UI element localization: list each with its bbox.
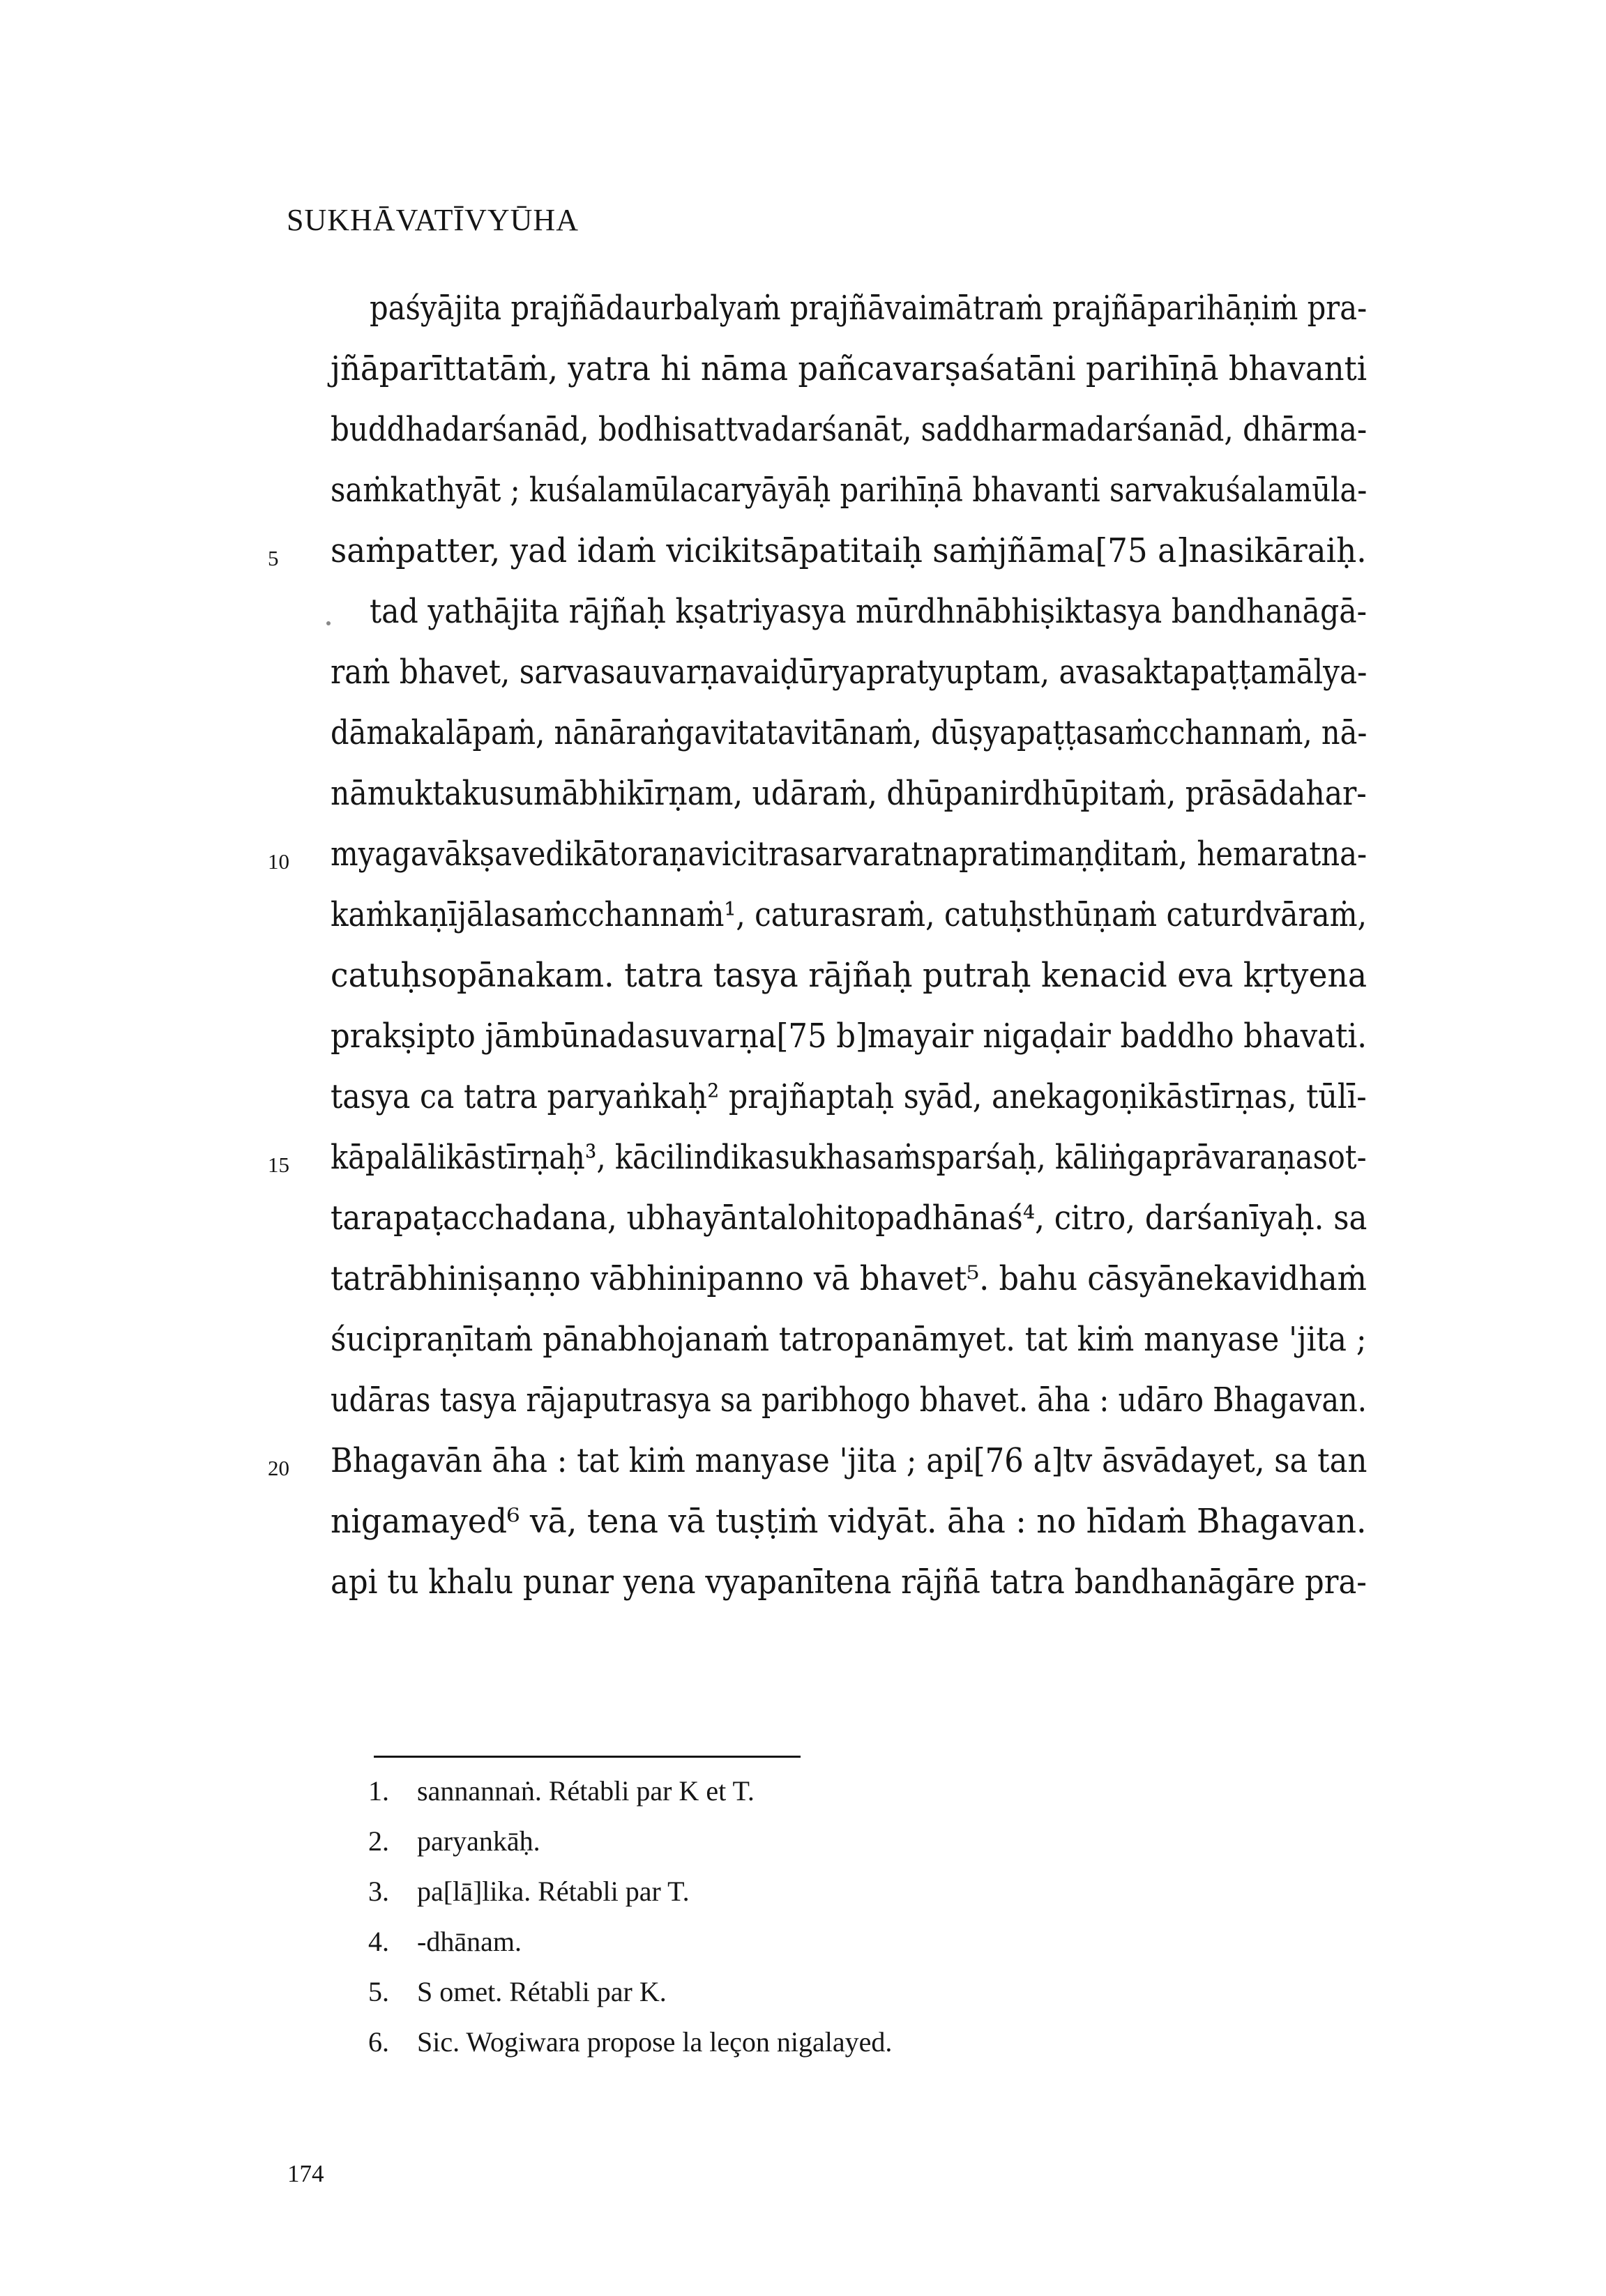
text-line: tad yathājita rājñaḥ kṣatriyasya mūrdhnābhiṣiktasya bandhanāgā- bbox=[370, 592, 1368, 631]
footnote-number: 1. bbox=[368, 1775, 389, 1807]
text-line: saṁkathyāt ; kuśalamūlacaryāyāḥ parihīṇā bhavanti sarvakuśalamūla- bbox=[331, 471, 1368, 510]
line-number: 5 bbox=[268, 546, 279, 570]
line-number: 20 bbox=[268, 1456, 289, 1480]
footnote-number: 3. bbox=[368, 1876, 389, 1907]
ink-speck bbox=[326, 621, 331, 625]
footnote-number: 5. bbox=[368, 1976, 389, 2007]
text-line: catuḥsopānakam. tatra tasya rājñaḥ putraḥ kenacid eva kṛtyena bbox=[331, 956, 1368, 995]
line-number: 15 bbox=[268, 1153, 289, 1177]
text-line: tasya ca tatra paryaṅkaḥ² prajñaptaḥ syād, anekagoṇikāstīrṇas, tūlī- bbox=[331, 1077, 1367, 1116]
footnote bbox=[368, 1774, 755, 1807]
footnote-text: S omet. Rétabli par K. bbox=[417, 1976, 667, 2007]
footnote bbox=[368, 2025, 892, 2058]
footnote-rule bbox=[374, 1756, 801, 1758]
footnote-text: sannannaṅ. Rétabli par K et T. bbox=[417, 1775, 755, 1807]
footnote bbox=[368, 1825, 540, 1857]
page-number: 174 bbox=[287, 2160, 324, 2187]
text-line: śucipraṇītaṁ pānabhojanaṁ tatropanāmyet. tat kiṁ manyase 'jita ; bbox=[331, 1320, 1367, 1359]
footnote-text: -dhānam. bbox=[417, 1926, 522, 1957]
footnote-text: paryankāḥ. bbox=[417, 1825, 540, 1857]
footnote-text: pa[lā]lika. Rétabli par T. bbox=[417, 1876, 690, 1907]
text-line: tatrābhiniṣaṇṇo vābhinipanno vā bhavet⁵. bahu cāsyānekavidhaṁ bbox=[331, 1259, 1367, 1298]
text-line: tarapaṭacchadana, ubhayāntalohitopadhānaś⁴, citro, darśanīyaḥ. sa bbox=[331, 1199, 1368, 1238]
footnote bbox=[368, 1925, 522, 1958]
text-line: jñāparīttatāṁ, yatra hi nāma pañcavarṣaśatāni parihīṇā bhavanti bbox=[331, 349, 1368, 388]
text-line: buddhadarśanād, bodhisattvadarśanāt, saddharmadarśanād, dhārma- bbox=[331, 410, 1368, 449]
text-line: Bhagavān āha : tat kiṁ manyase 'jita ; api[76 a]tv āsvādayet, sa tan bbox=[331, 1441, 1368, 1480]
running-head: SUKHĀVATĪVYŪHA bbox=[287, 203, 579, 237]
footnote bbox=[368, 1875, 690, 1908]
footnote bbox=[368, 1975, 667, 2008]
text-line: prakṣipto jāmbūnadasuvarṇa[75 b]mayair nigaḍair baddho bhavati. bbox=[331, 1017, 1368, 1056]
text-line: dāmakalāpaṁ, nānāraṅgavitatavitānaṁ, dūṣyapaṭṭasaṁcchannaṁ, nā- bbox=[331, 713, 1368, 752]
text-line: saṁpatter, yad idaṁ vicikitsāpatitaiḥ saṁjñāma[75 a]nasikāraiḥ. bbox=[331, 531, 1367, 570]
text-line: nigamayed⁶ vā, tena vā tuṣṭiṁ vidyāt. āha : no hīdaṁ Bhagavan. bbox=[331, 1502, 1367, 1541]
line-number: 10 bbox=[268, 849, 289, 874]
text-line: udāras tasya rājaputrasya sa paribhogo bhavet. āha : udāro Bhagavan. bbox=[331, 1381, 1367, 1420]
footnote-text: Sic. Wogiwara propose la leçon nigalayed. bbox=[417, 2026, 893, 2058]
text-line: nāmuktakusumābhikīrṇam, udāraṁ, dhūpanirdhūpitaṁ, prāsādahar- bbox=[331, 774, 1367, 813]
text-line: raṁ bhavet, sarvasauvarṇavaiḍūryapratyuptam, avasaktapaṭṭamālya- bbox=[331, 653, 1368, 692]
footnote-number: 4. bbox=[368, 1926, 389, 1957]
text-line: kāpalālikāstīrṇaḥ³, kācilindikasukhasaṁsparśaḥ, kāliṅgaprāvaraṇasot- bbox=[331, 1138, 1367, 1177]
text-line: api tu khalu punar yena vyapanītena rājñā tatra bandhanāgāre pra- bbox=[331, 1563, 1367, 1602]
footnote-number: 6. bbox=[368, 2026, 389, 2058]
text-line: myagavākṣavedikātoraṇavicitrasarvaratnapratimaṇḍitaṁ, hemaratna- bbox=[331, 835, 1368, 874]
text-line: paśyājita prajñādaurbalyaṁ prajñāvaimātraṁ prajñāparihāṇiṁ pra- bbox=[370, 289, 1368, 328]
footnote-number: 2. bbox=[368, 1825, 389, 1857]
text-line: kaṁkaṇījālasaṁcchannaṁ¹, caturasraṁ, catuḥsthūṇaṁ caturdvāraṁ, bbox=[331, 895, 1368, 934]
